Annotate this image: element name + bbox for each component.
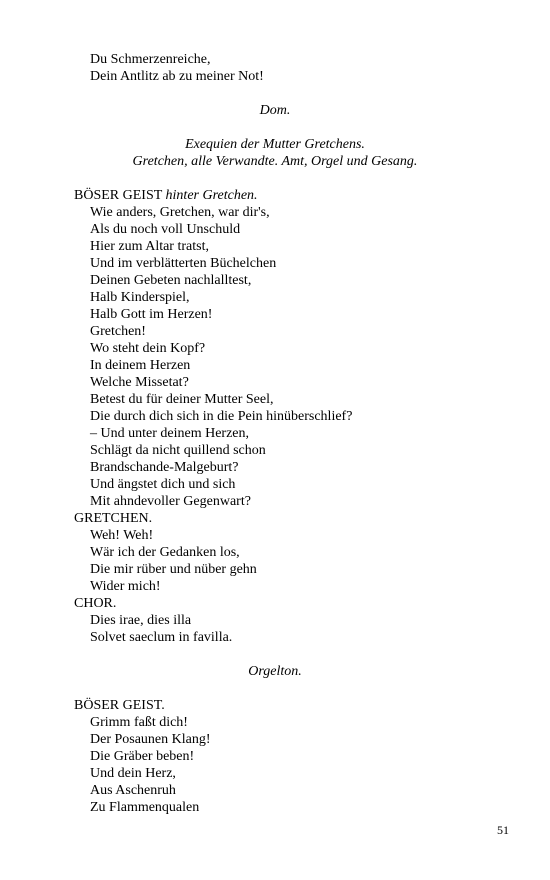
verse-line: Und im verblätterten Büchelchen	[90, 256, 277, 271]
verse-line: Wie anders, Gretchen, war dir's,	[90, 205, 270, 220]
stage-direction: Gretchen, alle Verwandte. Amt, Orgel und Gesang.	[132, 154, 418, 169]
speaker-line	[74, 187, 258, 204]
verse-line: Und dein Herz,	[90, 766, 176, 781]
verse-line: Der Posaunen Klang!	[90, 732, 211, 747]
scene-heading: Dom.	[259, 103, 291, 118]
verse-line: Und ängstet dich und sich	[90, 477, 236, 492]
verse-line: Die durch dich sich in die Pein hinüberschlief?	[90, 409, 353, 424]
verse-line: Dein Antlitz ab zu meiner Not!	[90, 69, 264, 84]
speaker-direction: hinter Gretchen.	[165, 188, 258, 203]
page-number: 51	[497, 823, 509, 837]
speaker-name: CHOR.	[74, 596, 117, 611]
verse-line: Aus Aschenruh	[90, 783, 176, 798]
speaker-name: GRETCHEN.	[74, 511, 153, 526]
verse-line: Wider mich!	[90, 579, 161, 594]
verse-line: Brandschande-Malgeburt?	[90, 460, 239, 475]
verse-line: Dies irae, dies illa	[90, 613, 192, 628]
verse-line: Hier zum Altar tratst,	[90, 239, 209, 254]
verse-line: Die Gräber beben!	[90, 749, 195, 764]
verse-line: Halb Kinderspiel,	[90, 290, 190, 305]
verse-line: Du Schmerzenreiche,	[90, 52, 211, 67]
verse-line: Betest du für deiner Mutter Seel,	[90, 392, 274, 407]
verse-line: Schlägt da nicht quillend schon	[90, 443, 266, 458]
verse-line: Mit ahndevoller Gegenwart?	[90, 494, 251, 509]
verse-line: Welche Missetat?	[90, 375, 189, 390]
verse-line: Wo steht dein Kopf?	[90, 341, 206, 356]
scene-heading: Orgelton.	[248, 664, 302, 679]
verse-line: Als du noch voll Unschuld	[90, 222, 241, 237]
verse-line: Weh! Weh!	[90, 528, 154, 543]
verse-line: Die mir rüber und nüber gehn	[90, 562, 257, 577]
verse-line: Grimm faßt dich!	[90, 715, 188, 730]
verse-line: Zu Flammenqualen	[90, 800, 200, 815]
verse-line: Wär ich der Gedanken los,	[90, 545, 240, 560]
stage-direction: Exequien der Mutter Gretchens.	[185, 137, 365, 152]
verse-line: Halb Gott im Herzen!	[90, 307, 213, 322]
verse-line: Solvet saeclum in favilla.	[90, 630, 233, 645]
verse-line: In deinem Herzen	[90, 358, 191, 373]
speaker-name: BÖSER GEIST	[74, 188, 163, 203]
speaker-name: BÖSER GEIST.	[74, 698, 165, 713]
verse-line: – Und unter deinem Herzen,	[90, 426, 249, 441]
verse-line: Gretchen!	[90, 324, 146, 339]
verse-line: Deinen Gebeten nachlalltest,	[90, 273, 252, 288]
